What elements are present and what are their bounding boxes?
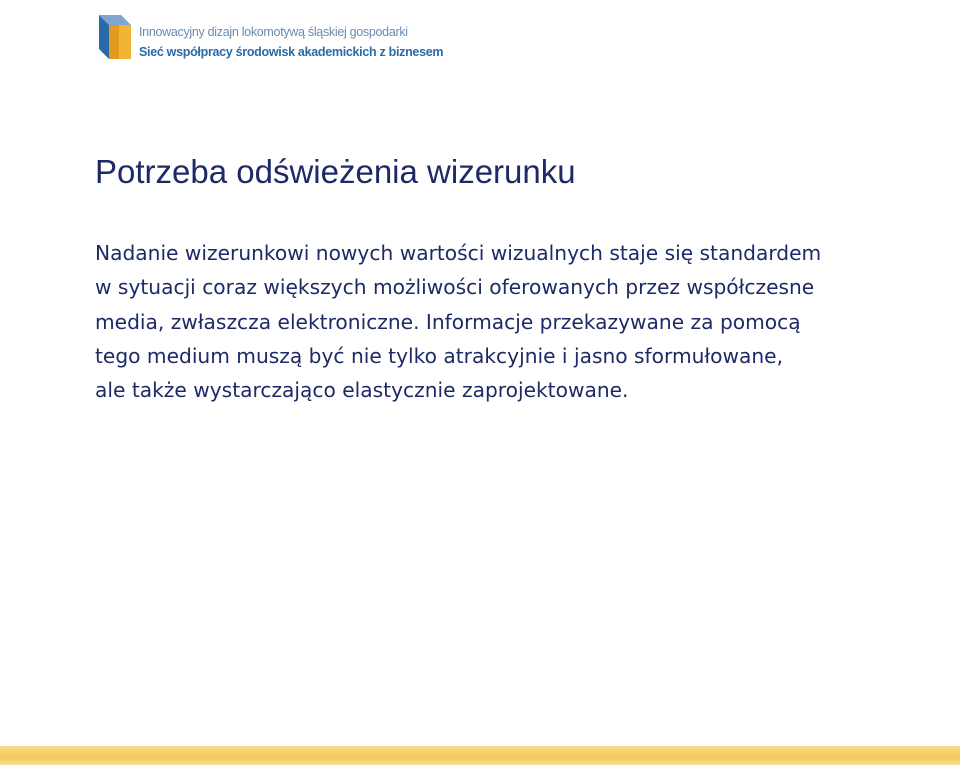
logo-tagline-1: Innowacyjny dizajn lokomotywą śląskiej gospodarki [139,25,408,39]
logo-tagline-2: Sieć współpracy środowisk akademickich z biznesem [139,45,444,59]
cube-logo-icon [97,13,133,61]
body-line: w sytuacji coraz większych możliwości oferowanych przez współczesne [95,275,815,300]
slide-body [95,236,955,407]
body-line: Nadanie wizerunkowi nowych wartości wizualnych staje się standardem [95,241,822,265]
body-line: tego medium muszą być nie tylko atrakcyjnie i jasno sformułowane, [95,343,784,368]
slide-title: Potrzeba odświeżenia wizerunku [95,153,576,190]
header [97,13,457,63]
body-line: ale także wystarczająco elastycznie zaprojektowane. [95,378,629,403]
body-line: media, zwłaszcza elektroniczne. Informacje przekazywane za pomocą [95,309,801,334]
footer-accent-bar [0,746,960,765]
